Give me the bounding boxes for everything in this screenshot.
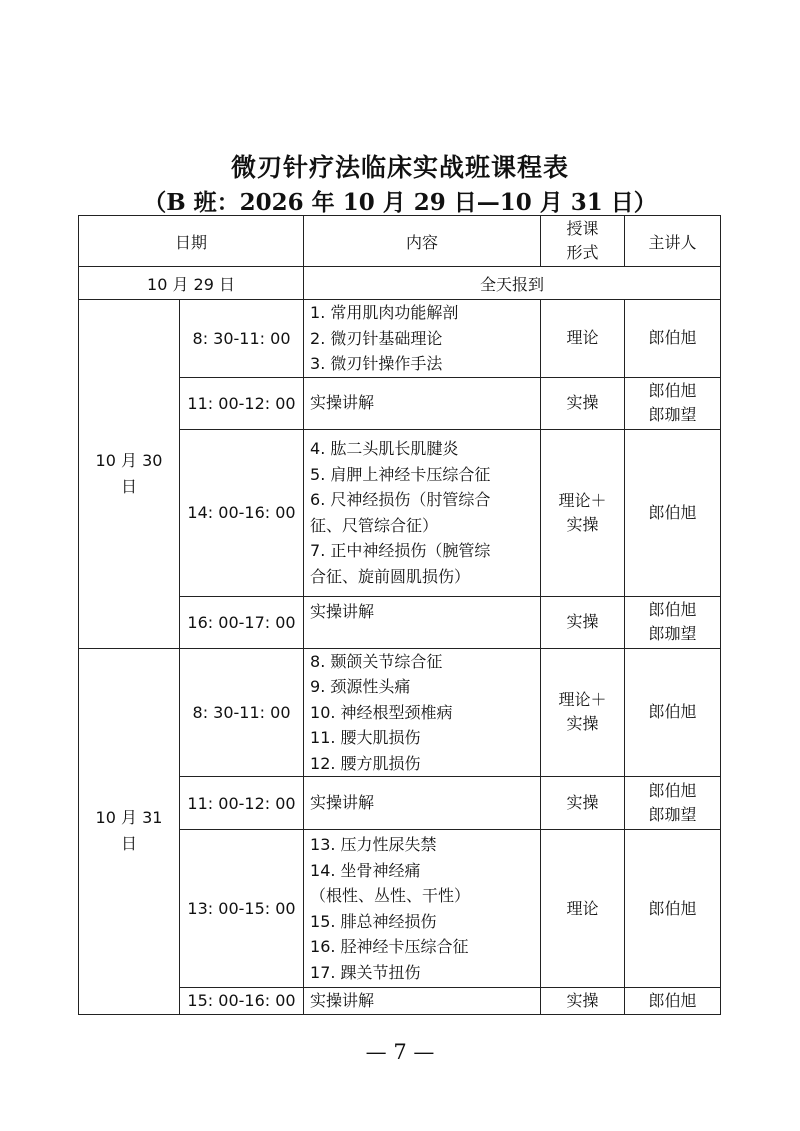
content-line: 5. 肩胛上神经卡压综合征 [310,464,491,484]
content-line: 13. 压力性尿失禁 [310,835,437,854]
format-cell [541,777,625,830]
lecturer-cell [625,648,721,777]
header-format [541,216,625,267]
lecturer-cell [625,377,721,429]
lecturer-name: 郎伯旭 [648,702,697,722]
lecturer-name: 郎伯旭 [648,898,697,918]
header-content: 内容 [304,216,541,267]
content-line: 合征、旋前圆肌损伤） [310,566,471,586]
content-line: 实操讲解 [310,393,375,413]
format-line: 实操 [566,612,599,631]
format-line: 实操 [566,393,599,412]
lecturer-name: 郎伯旭 [648,781,697,800]
format-line: 实操 [566,514,599,534]
lecturer-name: 郎伯旭 [648,502,697,522]
content-line: 3. 微刃针操作手法 [310,354,443,373]
format-line: 理论＋ [558,690,607,710]
content-line: （根性、丛性、干性） [310,886,471,905]
content-line: 4. 肱二头肌长肌腱炎 [310,439,459,458]
format-line: 实操 [566,714,599,734]
lecturer-name: 郎珈望 [648,624,697,643]
content-cell [304,777,541,830]
time-cell: 14: 00-16: 00 [180,429,304,596]
table-row [79,648,721,777]
header-date: 日期 [79,216,304,267]
content-cell [304,648,541,777]
format-cell [541,988,625,1015]
format-line: 理论＋ [558,490,607,510]
content-line: 9. 颈源性头痛 [310,677,411,696]
page-number: — 7 — [365,1040,435,1064]
table-row [79,267,721,300]
format-line: 实操 [566,793,599,812]
format-line: 理论 [566,898,599,918]
content-line: 11. 腰大肌损伤 [310,728,421,747]
lecturer-name: 郎珈望 [648,405,697,424]
content-line: 10. 神经根型颈椎病 [310,702,453,722]
content-cell [304,830,541,988]
content-line: 8. 颞颌关节综合征 [310,651,443,671]
content-cell [304,429,541,596]
header-format-line2: 形式 [566,243,599,262]
lecturer-name: 郎伯旭 [648,990,697,1010]
content-line: 实操讲解 [310,991,375,1010]
lecturer-cell [625,777,721,830]
day1-date: 10 月 29 日 [79,267,304,300]
format-cell [541,648,625,777]
lecturer-cell [625,988,721,1015]
content-cell [304,596,541,648]
content-line: 1. 常用肌肉功能解剖 [310,303,459,322]
content-line: 15. 腓总神经损伤 [310,911,437,931]
page-title: 微刃针疗法临床实战班课程表 [230,153,569,182]
lecturer-name: 郎伯旭 [648,328,697,348]
time-cell: 8: 30-11: 00 [180,300,304,378]
day3-date-line1: 10 月 31 [95,808,163,827]
format-cell [541,377,625,429]
format-line: 理论 [566,328,599,348]
content-cell [304,988,541,1015]
content-line: 16. 胫神经卡压综合征 [310,937,469,956]
day1-content: 全天报到 [304,267,721,300]
day2-date [79,300,180,649]
day2-date-line1: 10 月 30 [95,450,163,470]
lecturer-name: 郎伯旭 [648,381,697,400]
time-cell: 15: 00-16: 00 [180,988,304,1015]
content-line: 17. 踝关节扭伤 [310,962,421,982]
lecturer-cell [625,596,721,648]
content-cell [304,300,541,378]
lecturer-cell [625,830,721,988]
lecturer-name: 郎珈望 [648,805,697,824]
day3-date-line2: 日 [120,834,137,853]
content-line: 实操讲解 [310,793,375,813]
lecturer-name: 郎伯旭 [648,600,697,619]
time-cell: 11: 00-12: 00 [180,377,304,429]
content-cell [304,377,541,429]
format-cell [541,429,625,596]
lecturer-cell [625,300,721,378]
content-line: 14. 坐骨神经痛 [310,860,421,880]
format-line: 实操 [566,990,599,1010]
content-line: 12. 腰方肌损伤 [310,753,421,773]
lecturer-cell [625,429,721,596]
page-subtitle: （B 班：2026 年 10 月 29 日—10 月 31 日） [143,189,657,216]
schedule-table [78,215,721,1015]
day2-date-line2: 日 [120,476,137,496]
format-cell [541,300,625,378]
format-cell [541,830,625,988]
time-cell: 8: 30-11: 00 [180,648,304,777]
header-lecturer: 主讲人 [625,216,721,267]
content-line: 2. 微刃针基础理论 [310,328,443,348]
header-format-line1: 授课 [566,219,599,238]
header-row [79,216,721,267]
time-cell: 16: 00-17: 00 [180,596,304,648]
table-row [79,300,721,378]
day3-date [79,648,180,1014]
content-line: 6. 尺神经损伤（肘管综合 [310,490,491,509]
content-line: 征、尺管综合征） [310,515,439,535]
format-cell [541,596,625,648]
content-line: 实操讲解 [310,601,375,621]
time-cell: 11: 00-12: 00 [180,777,304,830]
time-cell: 13: 00-15: 00 [180,830,304,988]
content-line: 7. 正中神经损伤（腕管综 [310,541,491,560]
